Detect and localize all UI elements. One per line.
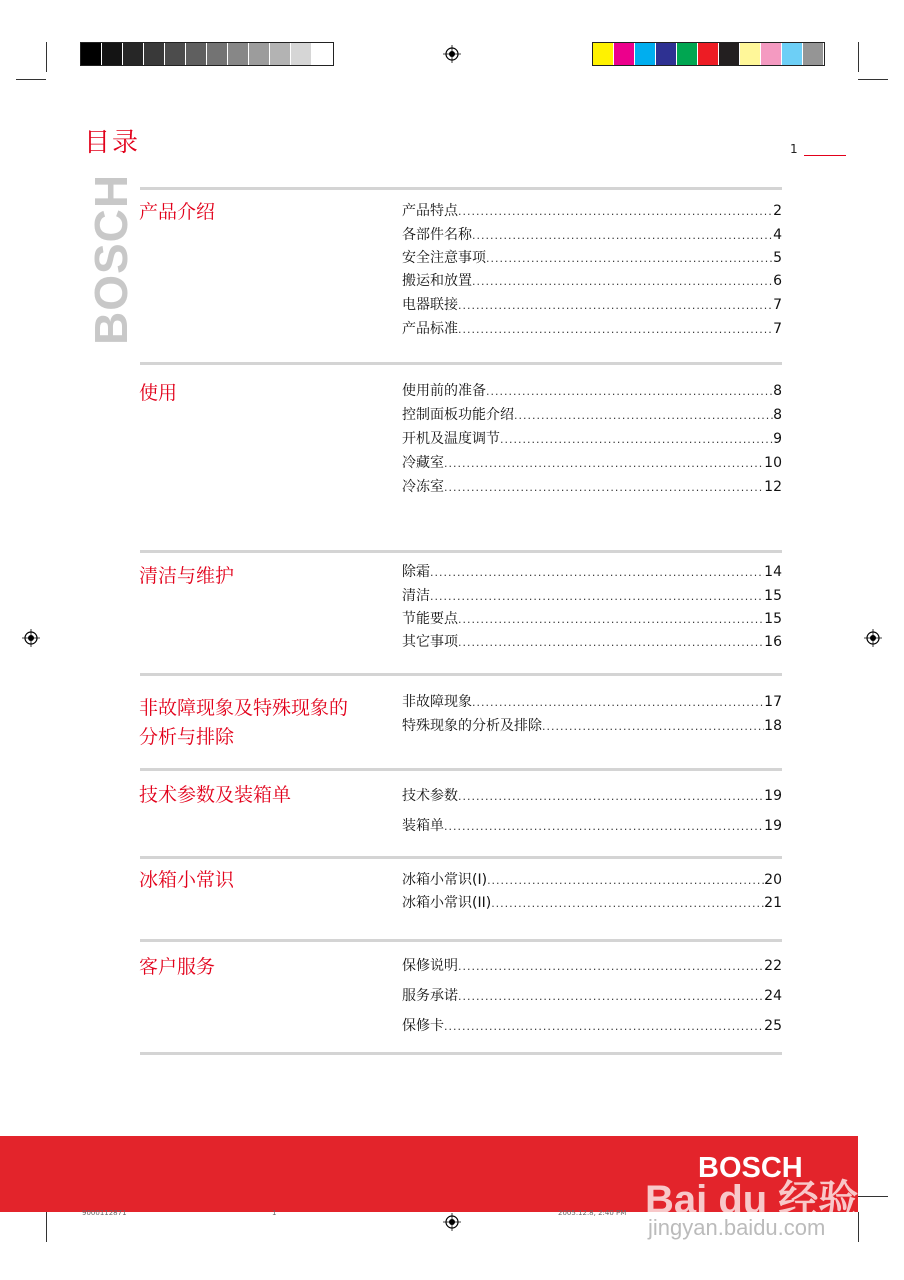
- color-swatch: [81, 43, 102, 65]
- toc-entry[interactable]: [402, 894, 782, 913]
- toc-entry-label: 非故障现象: [402, 694, 472, 710]
- toc-entry-label: 服务承诺: [402, 988, 458, 1004]
- dot-leader: [486, 383, 773, 401]
- registration-mark-icon: [864, 629, 882, 647]
- toc-entry-label: 使用前的准备: [402, 383, 486, 399]
- color-swatch: [635, 43, 656, 65]
- toc-entry-label: 产品标准: [402, 321, 458, 337]
- toc-entry-page: 22: [764, 958, 782, 974]
- toc-entry-page: 19: [764, 818, 782, 834]
- watermark-url: jingyan.baidu.com: [648, 1215, 826, 1240]
- toc-entry[interactable]: [402, 610, 782, 629]
- crop-mark: [16, 79, 46, 80]
- dot-leader: [458, 788, 764, 806]
- toc-entry-page: 4: [773, 227, 782, 243]
- dot-leader: [472, 227, 773, 245]
- toc-entry[interactable]: [402, 406, 782, 425]
- color-swatch: [291, 43, 312, 65]
- dot-leader: [487, 872, 764, 890]
- color-swatch: [165, 43, 186, 65]
- toc-entry-page: 7: [773, 321, 782, 337]
- toc-entry[interactable]: [402, 226, 782, 245]
- toc-entry-page: 14: [764, 564, 782, 580]
- toc-entry-page: 7: [773, 297, 782, 313]
- dot-leader: [514, 407, 773, 425]
- dot-leader: [444, 455, 764, 473]
- dot-leader: [458, 297, 773, 315]
- toc-entry-label: 装箱单: [402, 818, 444, 834]
- watermark-logo: Bai du 经验: [645, 1178, 859, 1222]
- section-title: 冰箱小常识: [139, 869, 235, 891]
- color-swatch: [761, 43, 782, 65]
- section-divider: [140, 768, 782, 771]
- dot-leader: [458, 321, 773, 339]
- crop-mark: [858, 1196, 888, 1197]
- section-title-line: 非故障现象及特殊现象的: [139, 697, 349, 719]
- color-swatch: [740, 43, 761, 65]
- section-title: 产品介绍: [139, 201, 216, 223]
- color-swatch: [614, 43, 635, 65]
- toc-entry[interactable]: [402, 633, 782, 652]
- color-swatch: [677, 43, 698, 65]
- toc-entry-label: 清洁: [402, 588, 430, 604]
- toc-entry-page: 6: [773, 273, 782, 289]
- footer-brand-logo: BOSCH: [698, 1152, 803, 1184]
- dot-leader: [500, 431, 773, 449]
- crop-mark: [46, 42, 47, 72]
- toc-entry-page: 15: [764, 611, 782, 627]
- section-divider: [140, 939, 782, 942]
- crop-mark: [858, 42, 859, 72]
- toc-entry-label: 技术参数: [402, 788, 458, 804]
- color-swatch: [228, 43, 249, 65]
- dot-leader: [542, 718, 764, 736]
- dot-leader: [472, 273, 773, 291]
- toc-entry-label: 开机及温度调节: [402, 431, 500, 447]
- toc-entry-label: 除霜: [402, 564, 430, 580]
- toc-entry-label: 特殊现象的分析及排除: [402, 718, 542, 734]
- toc-entry-label: 安全注意事项: [402, 250, 486, 266]
- page-number: 1: [790, 142, 798, 156]
- dot-leader: [458, 203, 773, 221]
- color-swatch: [803, 43, 824, 65]
- toc-entry-label: 保修卡: [402, 1018, 444, 1034]
- toc-entry[interactable]: [402, 296, 782, 315]
- dot-leader: [458, 988, 764, 1006]
- section-divider: [140, 673, 782, 676]
- toc-entry[interactable]: [402, 202, 782, 221]
- page-number-rule: [804, 155, 846, 156]
- toc-entry-label: 冷冻室: [402, 479, 444, 495]
- section-title-line: 分析与排除: [139, 726, 235, 748]
- toc-entry-label: 产品特点: [402, 203, 458, 219]
- dot-leader: [444, 1018, 764, 1036]
- toc-entry-label: 控制面板功能介绍: [402, 407, 514, 423]
- dot-leader: [458, 958, 764, 976]
- toc-entry[interactable]: [402, 817, 782, 836]
- dot-leader: [444, 818, 764, 836]
- toc-entry-page: 19: [764, 788, 782, 804]
- slug-timestamp: 2005.12.8, 2:40 PM: [558, 1209, 627, 1217]
- crop-mark: [858, 79, 888, 80]
- dot-leader: [430, 588, 764, 606]
- toc-entry-label: 电器联接: [402, 297, 458, 313]
- color-swatch: [656, 43, 677, 65]
- section-title: 清洁与维护: [139, 565, 235, 587]
- toc-entry-page: 25: [764, 1018, 782, 1034]
- section-title: [139, 694, 389, 752]
- toc-entry[interactable]: [402, 430, 782, 449]
- toc-entry-page: 16: [764, 634, 782, 650]
- toc-entry-label: 冰箱小常识(I): [402, 872, 488, 888]
- toc-entry-label: 搬运和放置: [402, 273, 472, 289]
- toc-entry[interactable]: [402, 1017, 782, 1036]
- toc-entry-page: 2: [773, 203, 782, 219]
- toc-entry[interactable]: [402, 587, 782, 606]
- toc-entry-label: 冰箱小常识(II): [402, 895, 492, 911]
- toc-entry-label: 冷藏室: [402, 455, 444, 471]
- toc-entry[interactable]: [402, 272, 782, 291]
- section-title: 使用: [139, 382, 178, 404]
- toc-entry-label: 保修说明: [402, 958, 458, 974]
- toc-entry-page: 17: [764, 694, 782, 710]
- color-swatch: [186, 43, 207, 65]
- dot-leader: [444, 479, 764, 497]
- section-title: 技术参数及装箱单: [139, 784, 292, 806]
- color-swatch: [593, 43, 614, 65]
- section-divider: [140, 550, 782, 553]
- color-swatch: [312, 43, 333, 65]
- toc-entry[interactable]: [402, 454, 782, 473]
- toc-entry-page: 20: [764, 872, 782, 888]
- toc-entry-page: 12: [764, 479, 782, 495]
- toc-entry[interactable]: [402, 382, 782, 401]
- toc-entry[interactable]: [402, 871, 782, 890]
- toc-entry[interactable]: [402, 563, 782, 582]
- dot-leader: [458, 611, 764, 629]
- toc-entry-page: 24: [764, 988, 782, 1004]
- dot-leader: [458, 634, 764, 652]
- toc-entry[interactable]: [402, 320, 782, 339]
- toc-entry[interactable]: [402, 787, 782, 806]
- dot-leader: [472, 694, 764, 712]
- color-swatch: [123, 43, 144, 65]
- color-swatch: [207, 43, 228, 65]
- section-divider: [140, 187, 782, 190]
- toc-entry-label: 其它事项: [402, 634, 458, 650]
- color-swatch: [249, 43, 270, 65]
- slug-file-code: 9000112871: [82, 1209, 127, 1217]
- registration-mark-icon: [443, 45, 461, 63]
- section-divider: [140, 856, 782, 859]
- toc-entry[interactable]: [402, 987, 782, 1006]
- toc-entry[interactable]: [402, 717, 782, 736]
- side-brand-logo: BOSCH: [85, 173, 137, 345]
- toc-entry[interactable]: [402, 693, 782, 712]
- color-swatch: [719, 43, 740, 65]
- section-divider: [140, 1052, 782, 1055]
- toc-entry[interactable]: [402, 249, 782, 268]
- toc-entry-page: 18: [764, 718, 782, 734]
- section-title: 客户服务: [139, 956, 216, 978]
- color-swatch: [698, 43, 719, 65]
- toc-entry-page: 15: [764, 588, 782, 604]
- toc-entry-page: 21: [764, 895, 782, 911]
- page-title: 目录: [84, 128, 141, 158]
- crop-mark: [46, 1212, 47, 1242]
- color-swatch: [144, 43, 165, 65]
- section-divider: [140, 362, 782, 365]
- toc-entry-page: 8: [773, 407, 782, 423]
- toc-entry[interactable]: [402, 957, 782, 976]
- dot-leader: [430, 564, 764, 582]
- toc-entry-page: 5: [773, 250, 782, 266]
- toc-entry-page: 9: [773, 431, 782, 447]
- toc-entry-label: 节能要点: [402, 611, 458, 627]
- slug-page: 1: [272, 1209, 277, 1217]
- toc-entry-page: 10: [764, 455, 782, 471]
- process-color-bar: [592, 42, 825, 66]
- toc-entry[interactable]: [402, 478, 782, 497]
- color-swatch: [102, 43, 123, 65]
- registration-mark-icon: [443, 1213, 461, 1231]
- grayscale-color-bar: [80, 42, 334, 66]
- color-swatch: [270, 43, 291, 65]
- registration-mark-icon: [22, 629, 40, 647]
- dot-leader: [486, 250, 773, 268]
- toc-entry-label: 各部件名称: [402, 227, 472, 243]
- color-swatch: [782, 43, 803, 65]
- toc-entry-page: 8: [773, 383, 782, 399]
- dot-leader: [491, 895, 764, 913]
